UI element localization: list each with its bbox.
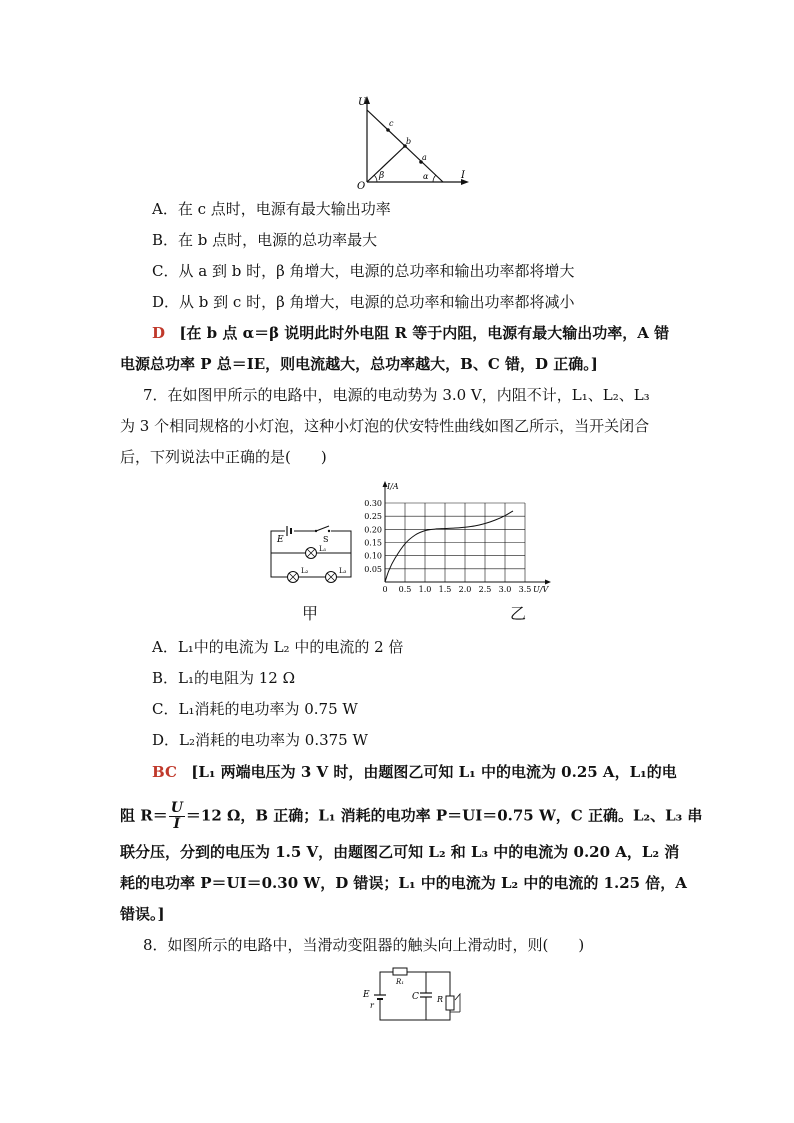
q6-option-c: C．从 a 到 b 时，β 角增大，电源的总功率和输出功率都将增大 [152,262,575,280]
q6-option-d: D．从 b 到 c 时，β 角增大，电源的总功率和输出功率都将减小 [152,293,575,311]
x-tick-label: 2.0 [458,585,472,594]
chart-xlabel: U/V [533,585,549,594]
q7-option-a: A．L₁中的电流为 L₂ 中的电流的 2 倍 [152,638,404,656]
circuit-l1-label: L₁ [319,545,327,553]
q8-e-label: E [363,990,370,1000]
y-tick-label: 0.15 [364,538,382,548]
x-tick-label: 3.5 [518,585,532,594]
q6-explain-1: [在 b 点 α＝β 说明此时外电阻 R 等于内阻，电源有最大输出功率，A 错 [179,324,670,342]
q7-explanation-line-2 [120,801,702,832]
q8-r1-label: R₁ [396,978,405,986]
iv-curve [385,511,513,582]
q7-option-c: C．L₁消耗的电功率为 0.75 W [152,700,358,718]
i-axis-label: I [461,170,465,181]
q7-answer: BC [152,763,177,781]
q8-c-label: C [412,992,419,1002]
q7-explain-4: 耗的电功率 P＝UI＝0.30 W，D 错误；L₁ 中的电流为 L₂ 中的电流的 1.25 倍，A [120,874,687,892]
q7-explanation-line-1 [152,762,677,782]
point-b-label: b [406,137,412,146]
q7-stem-3: 后，下列说法中正确的是( ) [120,448,327,466]
y-tick-label: 0.05 [364,564,382,574]
q7-explain-2-post: ＝12 Ω，B 正确；L₁ 消耗的电功率 P＝UI＝0.75 W，C 正确。L₂、L₃ 串 [185,806,703,825]
q6-option-a: A．在 c 点时，电源有最大输出功率 [152,200,391,218]
circuit-e-label: E [277,535,284,545]
q6-answer: D [152,324,166,342]
q6-explanation-line-1 [152,323,669,343]
q7-stem-1: 7．在如图甲所示的电路中，电源的电动势为 3.0 V，内阻不计，L₁、L₂、L₃ [143,386,650,404]
beta-label: β [379,171,385,181]
u-axis-label: U [358,97,367,108]
chart-ylabel: I/A [387,482,399,491]
x-tick-label: 3.0 [498,585,512,594]
q6-option-b: B．在 b 点时，电源的总功率最大 [152,231,378,249]
q7-explain-3: 联分压，分到的电压为 1.5 V，由题图乙可知 L₂ 和 L₃ 中的电流为 0.20 A，L₂ 消 [120,843,680,861]
fraction-numerator: U [170,800,183,816]
circuit-q8 [360,964,470,1026]
q7-option-b: B．L₁的电阻为 12 Ω [152,669,296,687]
iv-characteristic-chart [355,478,555,598]
u-i-diagram [355,92,475,192]
caption-yi: 乙 [510,604,527,623]
q8-stem: 8．如图所示的电路中，当滑动变阻器的触头向上滑动时，则( ) [143,936,585,954]
y-tick-label: 0.20 [364,525,382,535]
q7-explain-5: 错误。] [120,905,165,923]
q7-explain-1: [L₁ 两端电压为 3 V 时，由题图乙可知 L₁ 中的电流为 0.25 A，L₁的电 [191,763,677,781]
point-a-label: a [422,153,427,162]
x-tick-label: 1.0 [418,585,432,594]
x-tick-label: 0.5 [398,585,412,594]
x-tick-label: 0 [382,585,388,594]
circuit-jia [265,520,360,585]
q7-option-d: D．L₂消耗的电功率为 0.375 W [152,731,368,749]
caption-jia: 甲 [302,604,319,623]
x-axis-arrow [545,580,551,585]
fraction-denominator: I [173,816,181,832]
y-tick-label: 0.10 [364,551,382,561]
x-tick-label: 1.5 [438,585,452,594]
x-tick-label: 2.5 [478,585,492,594]
q7-stem-2: 为 3 个相同规格的小灯泡，这种小灯泡的伏安特性曲线如图乙所示，当开关闭合 [120,417,650,435]
circuit-l2-label: L₂ [301,567,309,575]
point-c-label: c [389,119,394,128]
circuit-l3-label: L₃ [339,567,347,575]
origin-label: O [357,181,366,192]
circuit-s-label: S [323,535,329,544]
q7-explain-2-pre: 阻 R＝ [120,806,168,825]
q8-r-label: r [370,1001,374,1010]
q6-explain-2: 电源总功率 P 总＝IE，则电流越大，总功率越大，B、C 错，D 正确。] [120,355,598,373]
q8-rv-label: R [437,995,444,1004]
y-tick-label: 0.25 [364,512,382,522]
y-tick-label: 0.30 [364,499,382,508]
alpha-label: α [423,172,429,181]
